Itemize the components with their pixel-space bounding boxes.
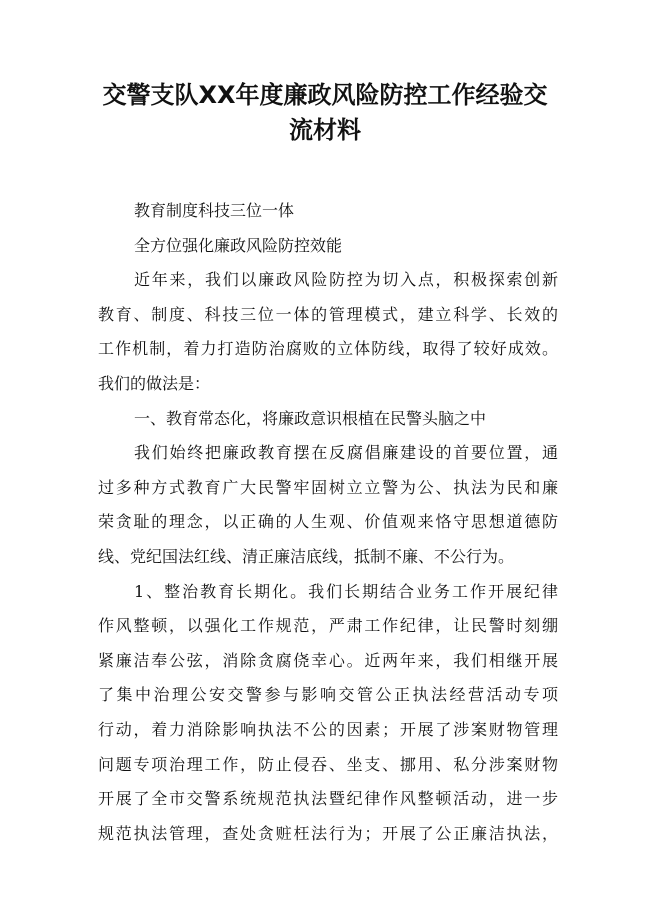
paragraph-line: 规范执法管理，查处贪赃枉法行为；开展了公正廉洁执法， bbox=[98, 823, 558, 843]
paragraph-line: 问题专项治理工作，防止侵吞、坐支、挪用、私分涉案财物 bbox=[98, 754, 558, 774]
paragraph-line: 教育、制度、科技三位一体的管理模式，建立科学、长效的 bbox=[98, 304, 558, 324]
paragraph-line: 荣贪耻的理念，以正确的人生观、价值观来恪守思想道德防 bbox=[98, 512, 558, 532]
paragraph-line: 过多种方式教育广大民警牢固树立立警为公、执法为民和廉 bbox=[98, 477, 558, 497]
section-heading: 一、教育常态化，将廉政意识根植在民警头脑之中 bbox=[134, 408, 487, 428]
paragraph-line: 工作机制，着力打造防治腐败的立体防线，取得了较好成效。 bbox=[98, 339, 558, 359]
document-body bbox=[98, 194, 558, 851]
paragraph-line: 开展了全市交警系统规范执法暨纪律作风整顿活动，进一步 bbox=[98, 789, 558, 809]
paragraph-line: 线、党纪国法红线、清正廉洁底线，抵制不廉、不公行为。 bbox=[98, 546, 515, 566]
subtitle-line-2: 全方位强化廉政风险防控效能 bbox=[134, 235, 343, 255]
paragraph-line: 我们的做法是： bbox=[98, 373, 211, 393]
paragraph-line: 我们始终把廉政教育摆在反腐倡廉建设的首要位置，通 bbox=[134, 443, 558, 463]
paragraph-line: 1、整治教育长期化。我们长期结合业务工作开展纪律 bbox=[134, 581, 558, 601]
subtitle-line-1: 教育制度科技三位一体 bbox=[134, 201, 295, 220]
document-title-line-1: 交警支队XX年度廉政风险防控工作经验交 bbox=[102, 81, 548, 109]
paragraph-line: 作风整顿，以强化工作规范，严肃工作纪律，让民警时刻绷 bbox=[98, 616, 558, 636]
paragraph-line: 近年来，我们以廉政风险防控为切入点，积极探索创新 bbox=[134, 270, 558, 290]
paragraph-line: 行动，着力消除影响执法不公的因素；开展了涉案财物管理 bbox=[98, 719, 558, 739]
paragraph-line: 紧廉洁奉公弦，消除贪腐侥幸心。近两年来，我们相继开展 bbox=[98, 650, 558, 670]
paragraph-line: 了集中治理公安交警参与影响交管公正执法经营活动专项 bbox=[98, 685, 558, 705]
document-title-line-2: 流材料 bbox=[289, 116, 361, 144]
